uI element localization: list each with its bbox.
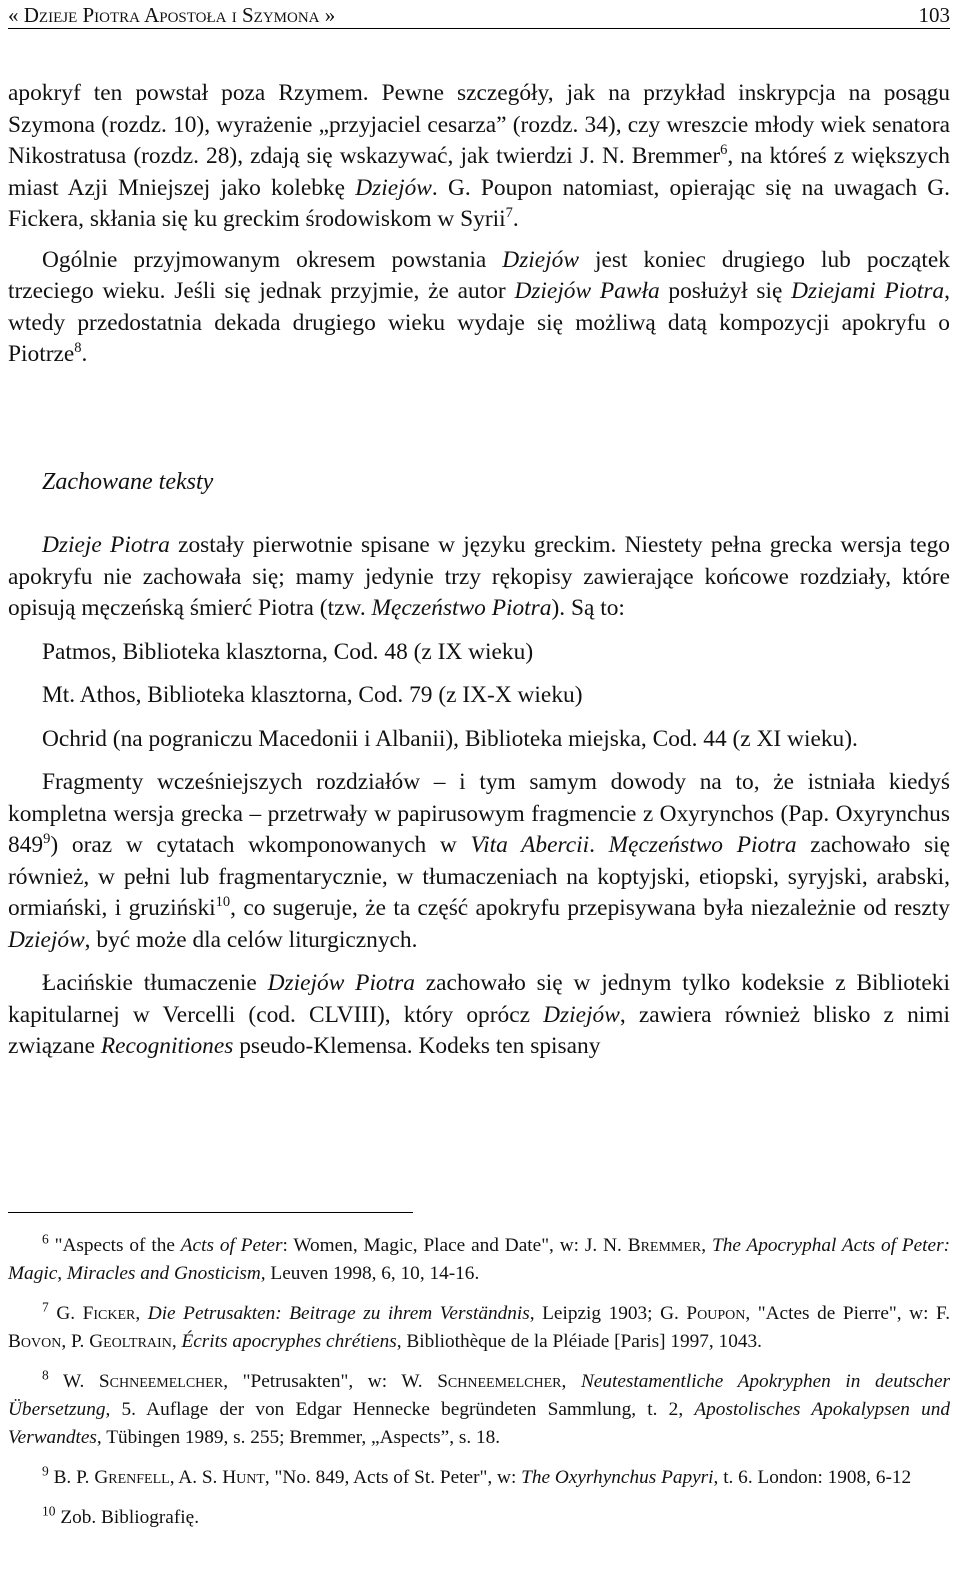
running-header bbox=[8, 2, 950, 29]
paragraph-2: Ogólnie przyjmowanym okresem powstania Dziejów jest koniec drugiego lub początek trzeciego wieku. Jeśli się jednak przyjmie, że autor Dziejów Pawła posłużył się Dziejami Piotra, wtedy przedostatnia dekada drugiego wieku wydaje się możliwą datą kompozycji apokryfu o Piotrze$^8$. bbox=[8, 246, 951, 367]
section-text bbox=[8, 530, 950, 1063]
list-item: Ochrid (na pograniczu Macedonii i Albanii), Biblioteka miejska, Cod. 44 (z XI wieku). bbox=[42, 725, 858, 752]
footnote-8: $^8$ W. Schneemelcher, "Petrusakten", w: W. Schneemelcher, Neutestamentliche Apokryphen in deutscher Übersetzung, 5. Auflage der von Edgar Hennecke begründeten Sammlung, t. 2, Apostolisches Apokalypsen und Verwandtes, Tübingen 1989, s. 255; Bremmer, „Aspects”, s. 18. bbox=[8, 1367, 950, 1448]
page-number: 103 bbox=[918, 3, 950, 27]
list-item: Mt. Athos, Biblioteka klasztorna, Cod. 79 (z IX-X wieku) bbox=[42, 682, 583, 708]
main-text bbox=[8, 78, 950, 371]
footnote-ref-8[interactable]: 8 bbox=[74, 340, 82, 357]
footnote-ref-7[interactable]: 7 bbox=[505, 205, 513, 222]
footnote-10: $^{10}$ Zob. Bibliografię. bbox=[42, 1503, 200, 1528]
footnote-ref-9[interactable]: 9 bbox=[43, 831, 51, 848]
footnote-separator bbox=[8, 1212, 413, 1213]
list-item: Patmos, Biblioteka klasztorna, Cod. 48 (z IX wieku) bbox=[42, 638, 534, 665]
footnote-6: $^6$ "Aspects of the Acts of Peter: Women, Magic, Place and Date", w: J. N. Bremmer, The Apocryphal Acts of Peter: Magic, Miracles and Gnosticism, Leuven 1998, 6, 10, 14-16. bbox=[8, 1231, 950, 1284]
paragraph-5: Łacińskie tłumaczenie Dziejów Piotra zachowało się w jednym tylko kodeksie z Biblioteki kapitularnej w Vercelli (cod. CLVIII), który oprócz Dziejów, zawiera również blisko z nimi związane Recognitiones pseudo-Klemensa. Kodeks ten spisany bbox=[8, 970, 950, 1059]
footnote-7: $^7$ G. Ficker, Die Petrusakten: Beitrage zu ihrem Verständnis, Leipzig 1903; G. Poupon, "Actes de Pierre", w: F. Bovon, P. Geoltrain, Écrits apocryphes chrétiens, Bibliothèque de la Pléiade [Paris] 1997, 1043. bbox=[8, 1299, 951, 1352]
footnote-ref-10[interactable]: 10 bbox=[215, 894, 231, 911]
paragraph-1: apokryf ten powstał poza Rzymem. Pewne szczegóły, jak na przykład inskrypcja na posągu Szymona (rozdz. 10), wyrażenie „przyjaciel cesarza” (rozdz. 34), czy wreszcie młody wiek senatora Nikostratusa (rozdz. 28), zdają się wskazywać, jak twierdzi J. N. Bremmer$^6$, na któreś z większych miast Azji Mniejszej jako kolebkę Dziejów. G. Poupon natomiast, opierając się na uwagach G. Fickera, skłania się ku greckim środowiskom w Syrii$^7$. bbox=[8, 80, 950, 232]
footnote-9: $^9$ B. P. Grenfell, A. S. Hunt, "No. 849, Acts of St. Peter", w: The Oxyrhynchus Papyri, t. 6. London: 1908, 6-12 bbox=[42, 1463, 912, 1488]
paragraph-3: Dzieje Piotra zostały pierwotnie spisane w języku greckim. Niestety pełna grecka wersja tego apokryfu nie zachowała się; mamy jedynie trzy rękopisy zawierające końcowe rozdziały, które opisują męczeńską śmierć Piotra (tzw. Męczeństwo Piotra). Są to: bbox=[8, 532, 951, 621]
footnotes bbox=[8, 1232, 950, 1544]
paragraph-4: Fragmenty wcześniejszych rozdziałów – i tym samym dowody na to, że istniała kiedyś kompletna wersja grecka – przetrwały w papirusowym fragmencie z Oxyrynchos (Pap. Oxyrynchus $849^9$) oraz w cytatach wkomponowanych w Vita Abercii. Męczeństwo Piotra zachowało się również, w pełni lub fragmentarycznie, w tłumaczeniach na koptyjski, etiopski, syryjski, arabski, ormiański, i gruziński$^{10}$, co sugeruje, że ta część apokryfu przepisywana była niezależnie od reszty Dziejów, być może dla celów liturgicznych. bbox=[8, 769, 951, 953]
running-title: « Dzieje Piotra Apostoła i Szymona » bbox=[8, 3, 336, 27]
section-heading: Zachowane teksty bbox=[42, 469, 214, 495]
footnote-ref-6[interactable]: 6 bbox=[720, 142, 728, 159]
